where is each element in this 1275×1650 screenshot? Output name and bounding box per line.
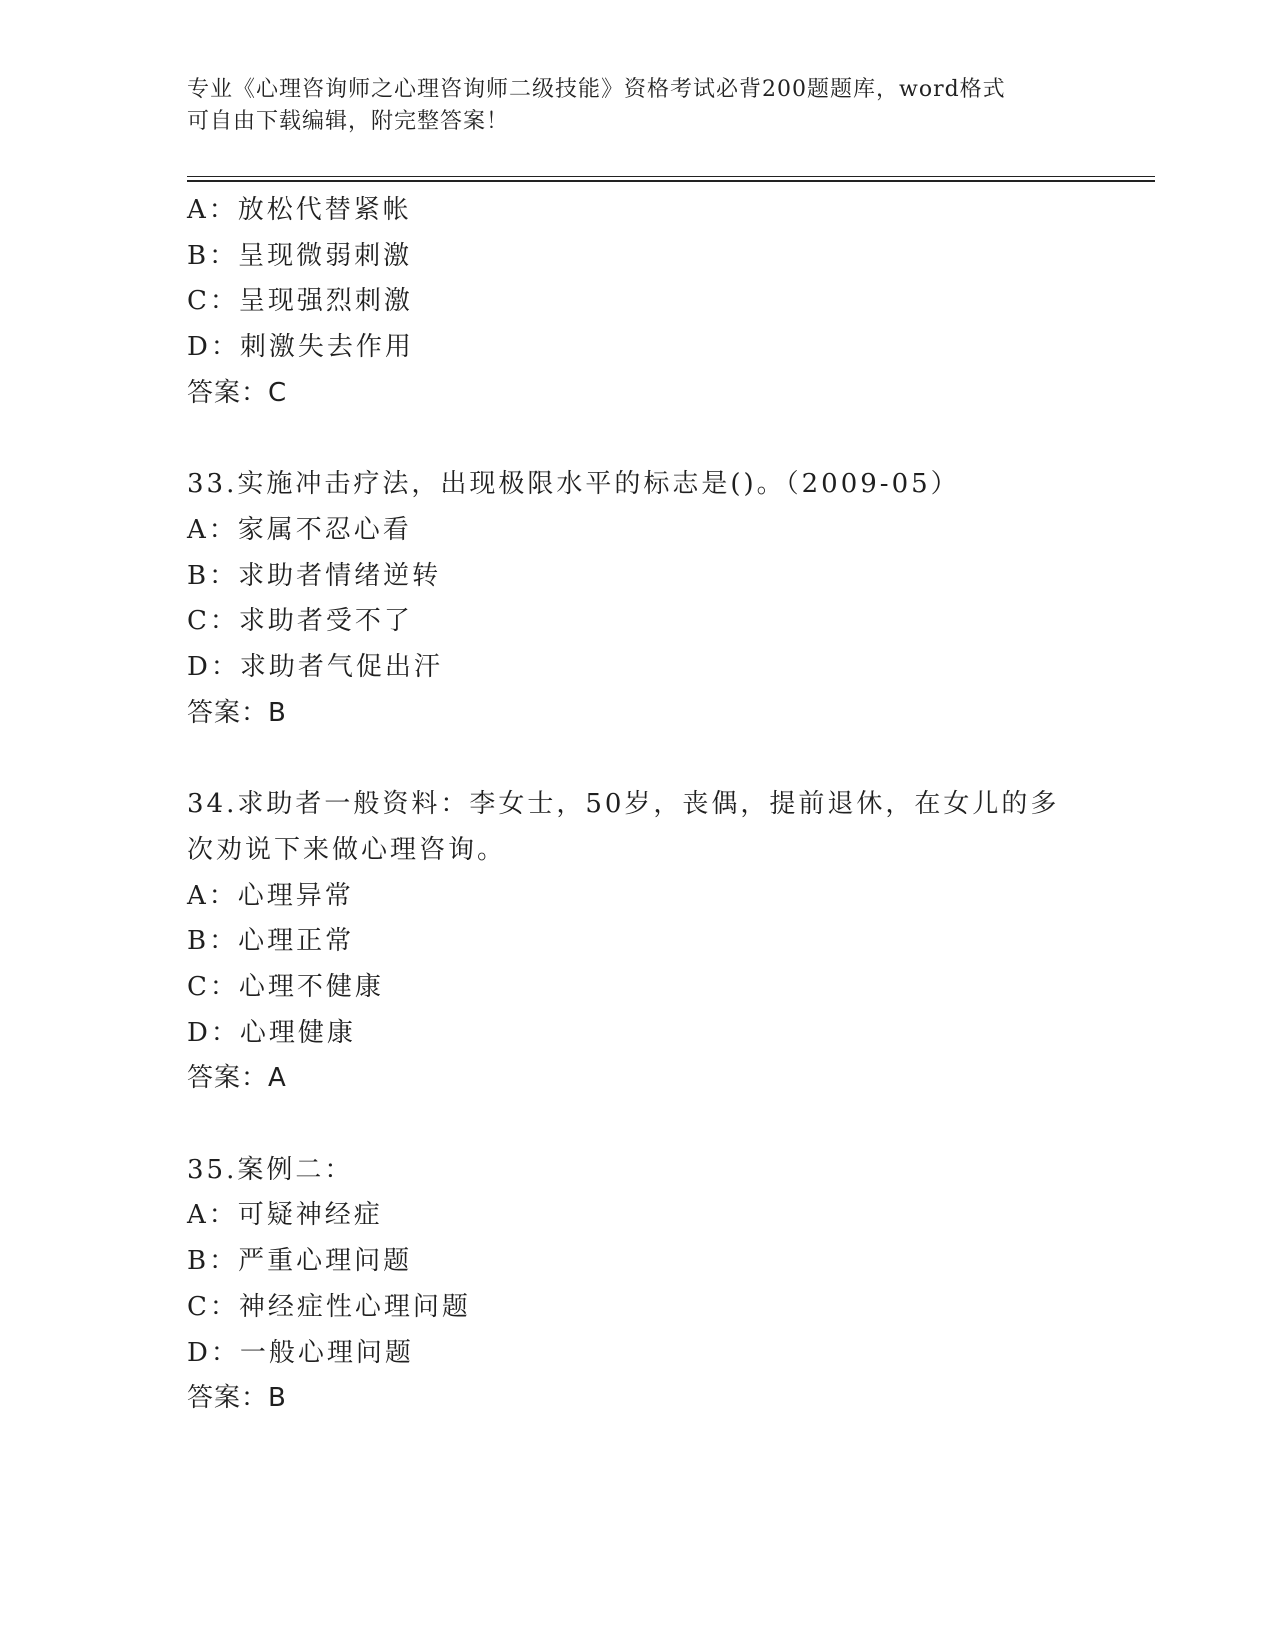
option-a: A：心理异常 [187, 880, 354, 911]
question-block-33 [187, 462, 1147, 736]
option-d: D：心理健康 [187, 1017, 356, 1048]
option-b: B：呈现微弱刺激 [187, 240, 413, 271]
question-stem: 34.求助者一般资料：李女士，50岁，丧偶，提前退休，在女儿的多次劝说下来做心理咨询。 [187, 789, 1060, 865]
option-a: A：可疑神经症 [187, 1200, 383, 1231]
header-line-1: 专业《心理咨询师之心理咨询师二级技能》资格考试必背200题题库，word格式 [187, 77, 1006, 102]
option-b: B：严重心理问题 [187, 1246, 413, 1277]
answer-line: 答案：C [187, 377, 288, 408]
option-c: C：神经症性心理问题 [187, 1291, 471, 1322]
answer-line: 答案：B [187, 1383, 287, 1414]
question-block-35 [187, 1148, 1147, 1422]
question-stem: 33.实施冲击疗法，出现极限水平的标志是()。（2009-05） [187, 469, 960, 500]
question-block-34 [187, 782, 1147, 1102]
document-header [187, 74, 1087, 138]
option-b: B：心理正常 [187, 926, 355, 957]
option-c: C：求助者受不了 [187, 606, 413, 637]
question-block-continued [187, 188, 1147, 417]
header-divider-thin [187, 176, 1155, 177]
option-d: D：刺激失去作用 [187, 332, 414, 363]
answer-line: 答案：A [187, 1063, 287, 1094]
option-a: A：放松代替紧帐 [187, 195, 412, 225]
option-d: D：一般心理问题 [187, 1337, 414, 1368]
header-line-2: 可自由下载编辑，附完整答案！ [187, 109, 510, 134]
answer-line: 答案：B [187, 697, 287, 728]
option-c: C：呈现强烈刺激 [187, 286, 413, 317]
option-b: B：求助者情绪逆转 [187, 560, 442, 591]
option-a: A：家属不忍心看 [187, 514, 412, 545]
option-d: D：求助者气促出汗 [187, 652, 443, 683]
header-divider-thick [187, 180, 1155, 182]
question-list [187, 188, 1147, 1422]
option-c: C：心理不健康 [187, 971, 384, 1002]
question-stem: 35.案例二： [187, 1154, 354, 1185]
